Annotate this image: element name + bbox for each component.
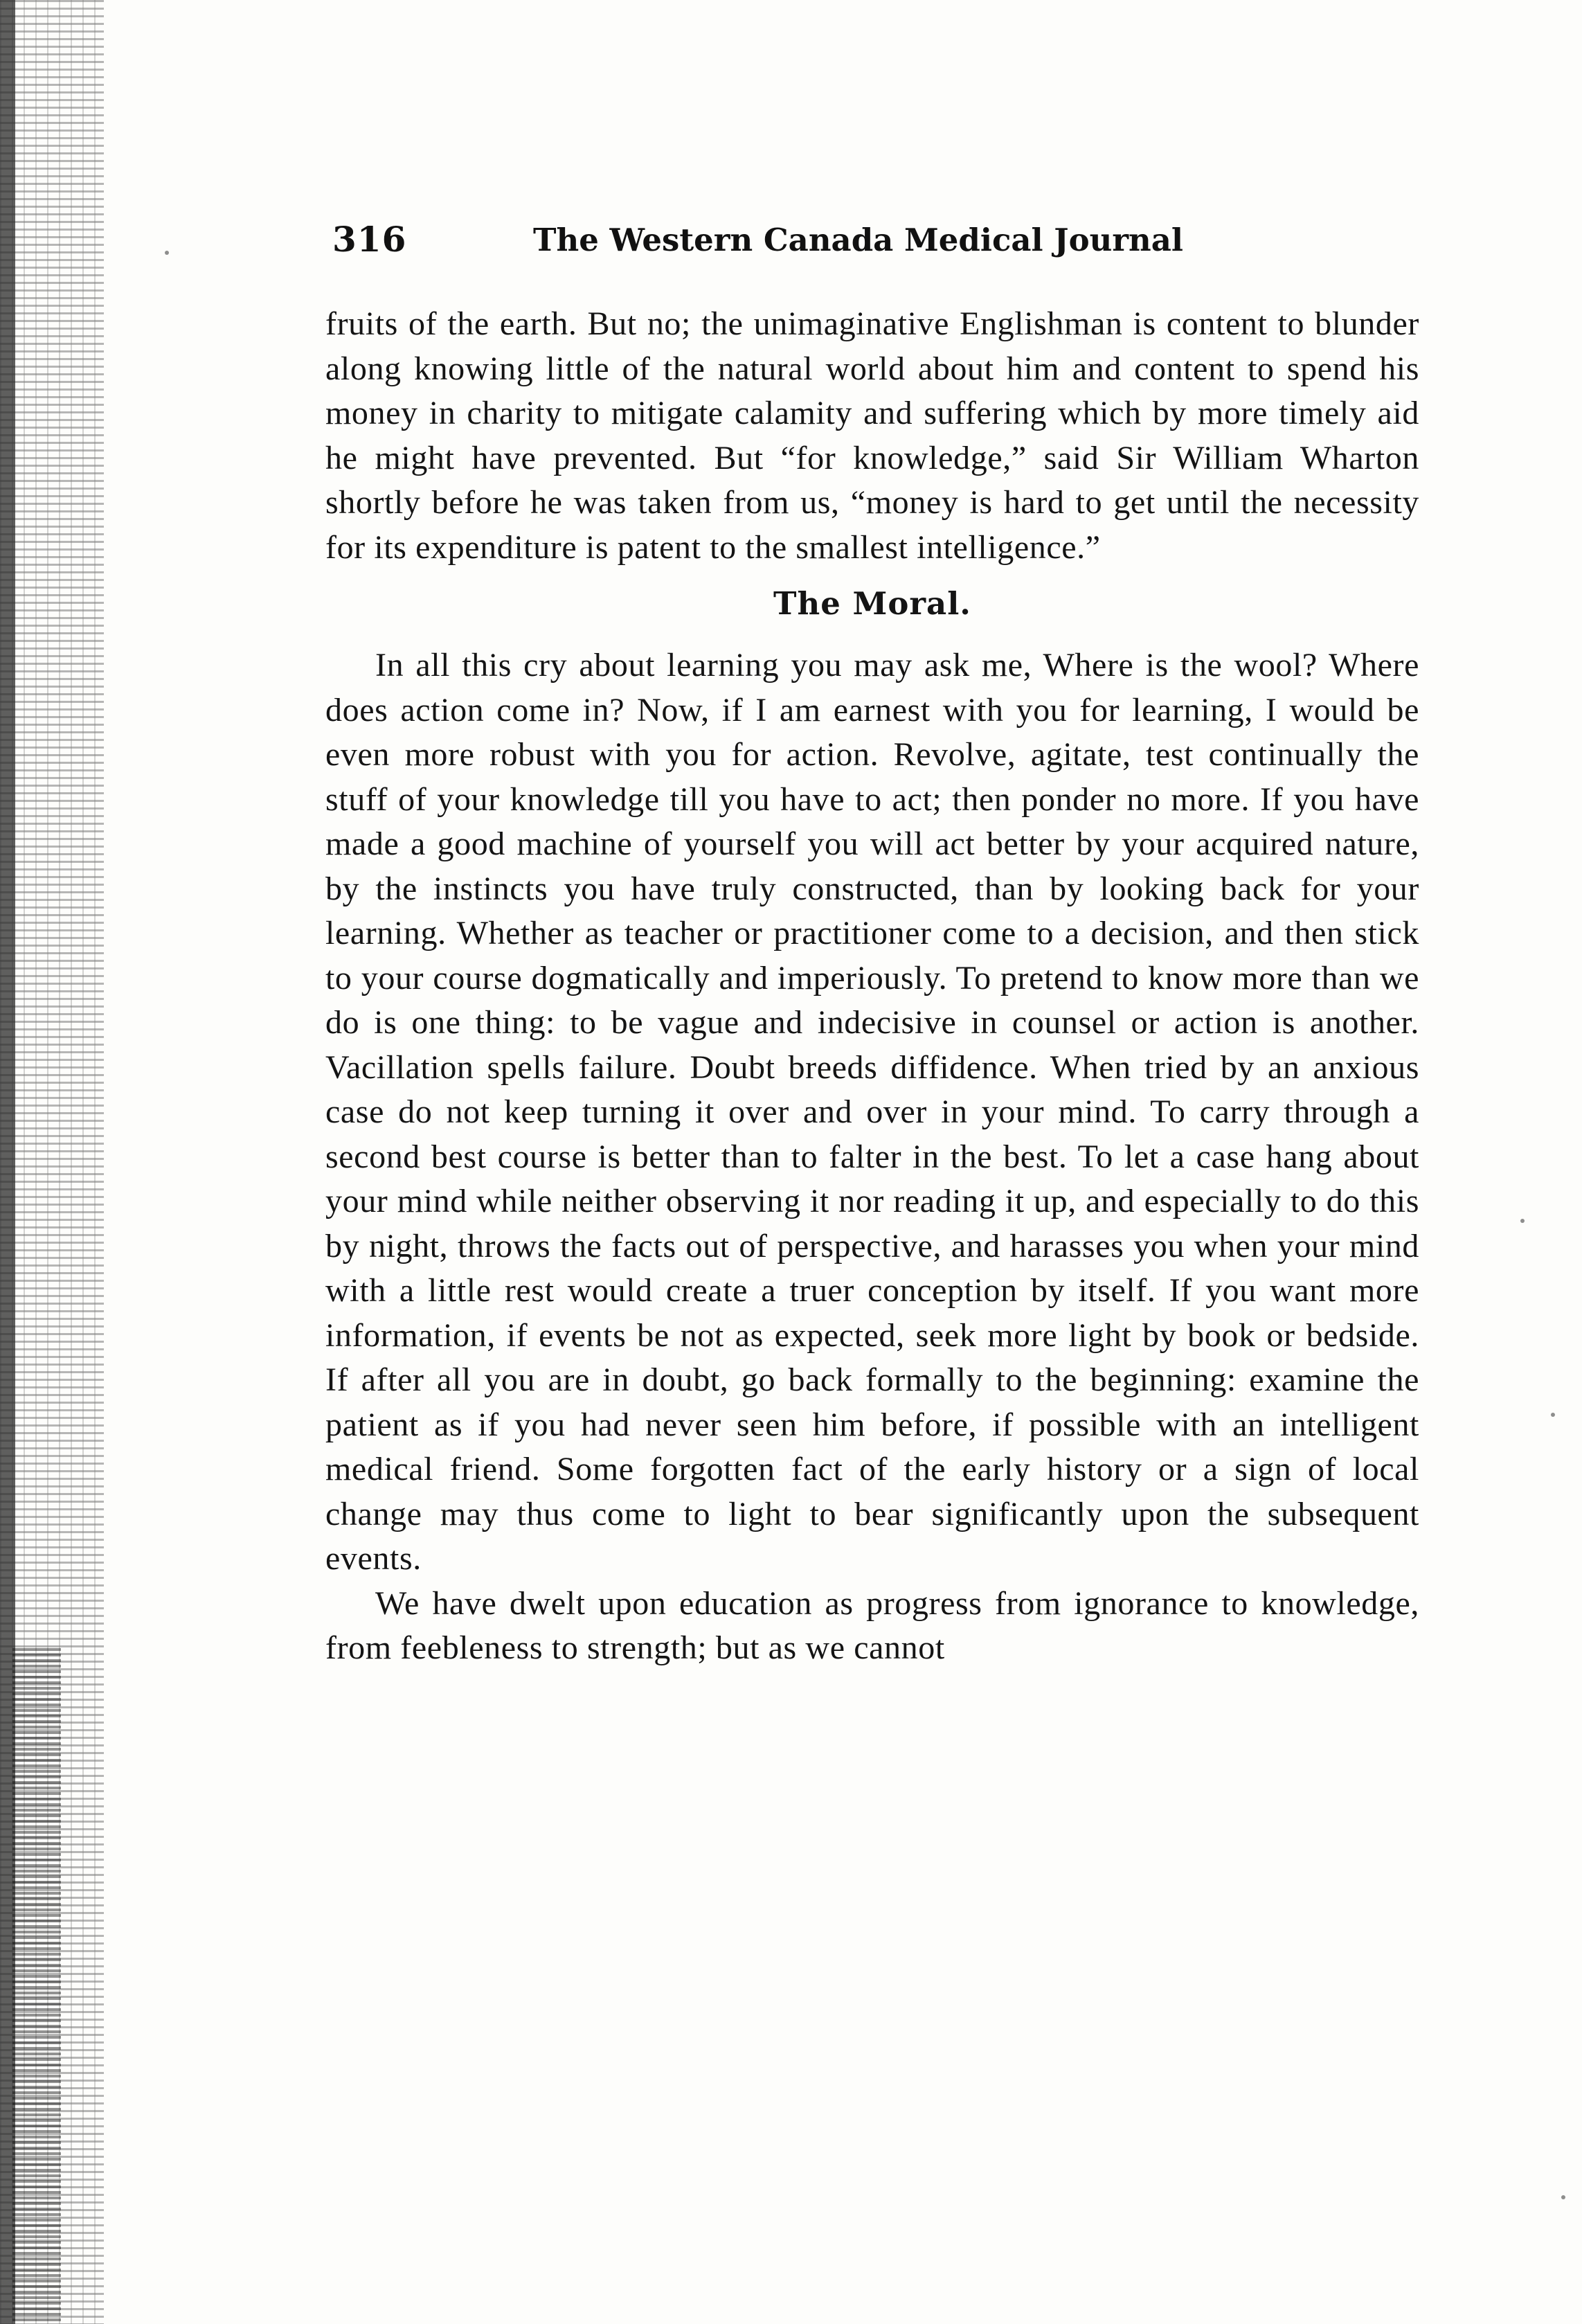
section-heading: The Moral. <box>773 585 971 622</box>
paragraph-2: In all this cry about learning you may ask me, Where is the wool? Where does action come in? Now, if I am earnest with you for learning, I would be even more robust with you for action. Revolve, agitate, test continually the stuff of your knowledge till you have to act; then ponder no more. If you have made a good machine of yourself you will act better by your acquired nature, by the instincts you have truly constructed, than by looking back for your learning. Whether as teacher or practitioner come to a decision, and then stick to your course dogmatically and imperiously. To pretend to know more than we do is one thing: to be vague and indecisive in counsel or action is another. Vacillation spells failure. Doubt breeds diffidence. When tried by an anxious case do not keep turning it over and over in your mind. To carry through a second best course is better than to falter in the best. To let a case hang about your mind while neither observing it nor reading it up, and especially to do this by night, throws the facts out of perspective, and harasses you when your mind with a little rest would create a truer conception by itself. If you want more information, if events be not as expected, seek more light by book or bedside. If after all you are in doubt, go back formally to the beginning: examine the patient as if you had never seen him before, if possible with an intelligent medical friend. Some forgotten fact of the early history or a sign of local change may thus come to light to bear significantly upon the subsequent events. <box>325 647 1419 1577</box>
paragraph-3: We have dwelt upon education as progress from ignorance to knowledge, from feebleness to strength; but as we cannot <box>325 1584 1419 1666</box>
scan-speck <box>1561 2195 1565 2199</box>
binding-edge-lower-shadow <box>12 1648 61 2324</box>
page-number: 316 <box>332 219 407 260</box>
scan-speck <box>1551 1413 1555 1417</box>
scan-speck <box>165 251 169 255</box>
journal-title: The Western Canada Medical Journal <box>533 222 1184 258</box>
running-head <box>332 219 1232 274</box>
paragraph-1: fruits of the earth. But no; the unimaginative Englishman is content to blunder along knowing little of the natural world about him and content to spend his money in charity to mitigate calamity and suffering which by more timely aid he might have prevented. But “for knowledge,” said Sir William Wharton shortly before he was taken from us, “money is hard to get until the necessity for its expenditure is patent to the smallest intelligence.” <box>325 305 1419 566</box>
scan-speck <box>1520 1219 1525 1223</box>
article-text <box>325 302 1419 1671</box>
